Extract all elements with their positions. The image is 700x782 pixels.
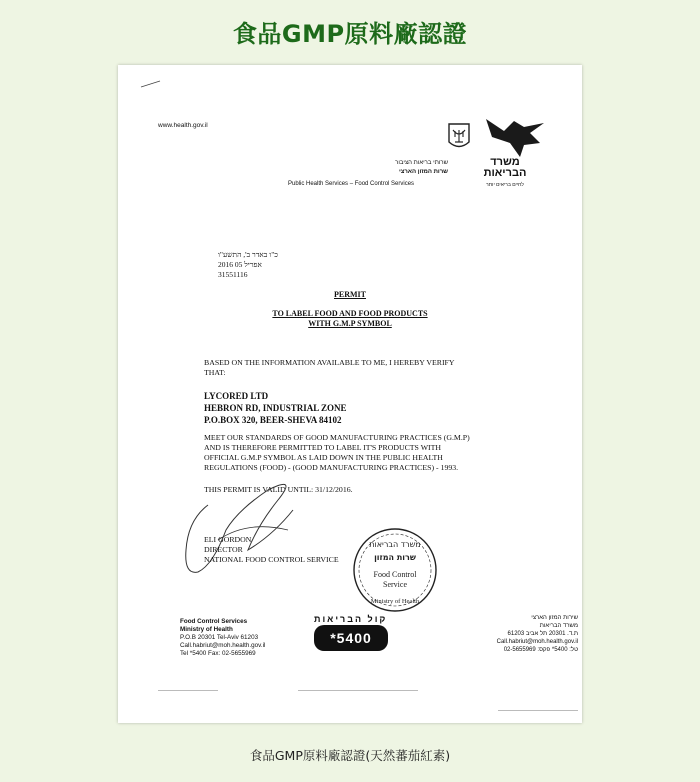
letterhead-dept-hebrew	[378, 159, 448, 177]
footer-line: Call.habriut@moh.health.gov.il	[180, 642, 266, 649]
body-line: REGULATIONS (FOOD) - (GOOD MANUFACTURING PRACTICES) - 1993.	[204, 463, 459, 472]
signer-org: NATIONAL FOOD CONTROL SERVICE	[204, 555, 339, 564]
stamp-line2: Service	[383, 580, 407, 589]
footer-line: P.O.B 20301 Tel-Aviv 61203	[180, 634, 259, 641]
intro-line: THAT:	[204, 368, 226, 377]
footer-line: Call.habriut@moh.health.gov.il	[496, 639, 578, 645]
dept-hebrew-line: שרותי בריאות הציבור	[395, 160, 448, 166]
ministry-name-hebrew	[470, 157, 540, 179]
intro-text	[204, 358, 504, 378]
footer-line: שירות המזון הארצי	[531, 615, 578, 621]
image-caption: 食品GMP原料廠認證(天然蕃茄紅素)	[249, 748, 451, 763]
footer-line: Food Control Services	[180, 618, 248, 625]
stamp-line1: Food Control	[373, 570, 417, 579]
official-stamp	[350, 525, 440, 615]
letterhead-url: www.health.gov.il	[158, 122, 208, 129]
intro-line: BASED ON THE INFORMATION AVAILABLE TO ME, I HEREBY VERIFY	[204, 358, 455, 367]
state-emblem-icon	[446, 122, 472, 152]
company-block	[204, 390, 347, 426]
ministry-name-line: הבריאות	[483, 167, 527, 179]
footer-line: ת.ד. 20301 תל אביב 61203	[507, 631, 578, 637]
stamp-bottom: Ministry of Health	[370, 598, 420, 605]
body-line: MEET OUR STANDARDS OF GOOD MANUFACTURING PRACTICES (G.M.P)	[204, 433, 470, 442]
letterhead-dept-english: Public Health Services – Food Control Services	[288, 181, 415, 187]
reference-block	[218, 250, 278, 280]
body-line: OFFICIAL G.M.P SYMBOL AS LAID DOWN IN THE PUBLIC HEALTH	[204, 453, 443, 462]
certificate-document	[118, 65, 582, 723]
reference-number: 31551116	[218, 270, 248, 279]
permit-body	[204, 433, 504, 473]
footer-contact-hebrew	[438, 614, 578, 654]
company-name: LYCORED LTD	[204, 391, 269, 401]
ministry-logo-icon	[484, 117, 546, 159]
footer-line: Ministry of Health	[180, 626, 233, 633]
permit-subtitle-line: WITH G.M.P SYMBOL	[308, 319, 392, 328]
footer-contact-english	[180, 618, 265, 658]
footer-line: טל: 5400* פקס: 02-5655969	[503, 647, 578, 653]
ministry-slogan: לחיים בריאים יותר	[486, 182, 524, 188]
hotline-badge: *5400	[314, 625, 388, 651]
body-line: AND IS THEREFORE PERMITTED TO LABEL IT'S PRODUCTS WITH	[204, 443, 442, 452]
hebrew-date: כ"ו באדר ב', התשע"ו	[218, 250, 278, 259]
kol-habriut-label: קול הבריאות	[314, 614, 388, 624]
scan-line	[298, 690, 418, 691]
signer-block	[204, 535, 339, 565]
page-heading: 食品GMP原料廠認證	[232, 20, 468, 48]
company-address: HEBRON RD, INDUSTRIAL ZONE	[204, 403, 347, 413]
stamp-hebrew-mid: שרות המזון	[374, 553, 416, 562]
dept-hebrew-line: שרות המזון הארצי	[398, 169, 448, 175]
document-date: 2016 אפריל 05	[218, 260, 262, 269]
permit-title: PERMIT	[334, 290, 366, 299]
company-address: P.O.BOX 320, BEER-SHEVA 84102	[204, 415, 342, 425]
scan-line	[498, 710, 578, 711]
ministry-name-line: משרד	[490, 156, 520, 168]
footer-line: Tel *5400 Fax: 02-5655969	[180, 650, 256, 657]
permit-subtitle-line: TO LABEL FOOD AND FOOD PRODUCTS	[272, 309, 428, 318]
scan-line	[158, 690, 218, 691]
stamp-hebrew-top: משרד הבריאות	[369, 540, 421, 549]
signer-title: DIRECTOR	[204, 545, 243, 554]
signature-icon	[178, 480, 328, 580]
footer-line: משרד הבריאות	[539, 623, 578, 629]
permit-subtitle	[118, 309, 582, 329]
signer-name: ELI GORDON	[204, 535, 252, 544]
scan-mark	[140, 79, 162, 89]
validity-statement: THIS PERMIT IS VALID UNTIL: 31/12/2016.	[204, 485, 353, 494]
